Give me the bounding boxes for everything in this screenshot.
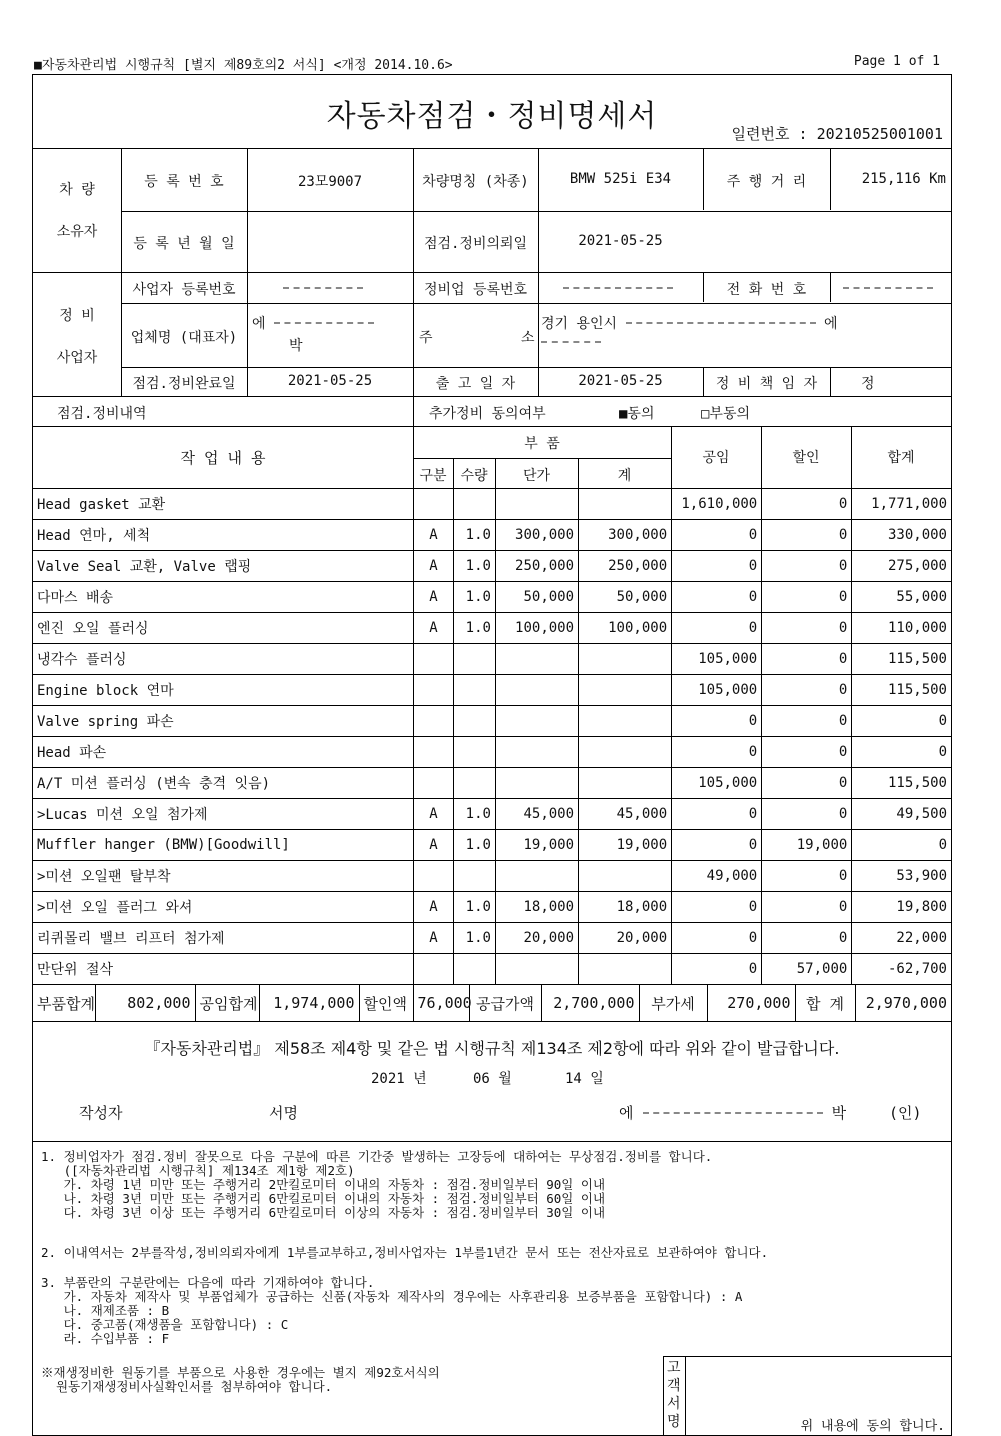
- issue-section: [33, 1022, 951, 1142]
- table-row: [33, 892, 951, 923]
- history-label: 점검.정비내역: [57, 406, 147, 422]
- table-row: [33, 799, 951, 830]
- address-redacted-2: [541, 335, 601, 351]
- item-work: Head gasket 교환: [33, 489, 413, 520]
- consent-row: [33, 397, 951, 427]
- reg-no-label: 등 록 번 호: [144, 174, 224, 190]
- item-qty: 1.0: [453, 830, 495, 861]
- table-row: [33, 613, 951, 644]
- item-discount: 0: [762, 551, 852, 582]
- item-qty: [453, 644, 495, 675]
- item-kind: [413, 706, 453, 737]
- table-row: [33, 644, 951, 675]
- item-labor: 105,000: [672, 644, 762, 675]
- item-qty: [453, 706, 495, 737]
- item-unit-price: [495, 489, 578, 520]
- form-header: [34, 52, 952, 74]
- page-info: Page 1 of 1: [853, 54, 940, 69]
- table-row: [33, 551, 951, 582]
- item-qty: 1.0: [453, 520, 495, 551]
- item-work: Engine block 연마: [33, 675, 413, 706]
- item-kind: [413, 644, 453, 675]
- table-row: [33, 706, 951, 737]
- address-label: 주: [419, 330, 433, 346]
- item-unit-price: [495, 737, 578, 768]
- item-unit-price: [495, 675, 578, 706]
- item-qty: 1.0: [453, 551, 495, 582]
- item-unit-price: 50,000: [495, 582, 578, 613]
- item-unit-price: 20,000: [495, 923, 578, 954]
- item-unit-price: 18,000: [495, 892, 578, 923]
- vehicle-section: [33, 149, 951, 273]
- item-kind: [413, 737, 453, 768]
- manager-label: 정 비 책 임 자: [715, 376, 818, 392]
- complete-date-label: 점검.정비완료일: [132, 376, 236, 392]
- item-subtotal: [579, 644, 672, 675]
- item-work: >미션 오일팬 탈부착: [33, 861, 413, 892]
- extra-consent-label: 추가정비 동의여부: [429, 406, 546, 422]
- item-qty: [453, 861, 495, 892]
- model-label: 차량명칭 (차종): [422, 174, 529, 190]
- item-discount: 0: [762, 923, 852, 954]
- table-row: [33, 520, 951, 551]
- item-qty: 1.0: [453, 799, 495, 830]
- item-kind: [413, 489, 453, 520]
- item-discount: 0: [762, 768, 852, 799]
- item-discount: 0: [762, 737, 852, 768]
- item-subtotal: [579, 706, 672, 737]
- item-qty: [453, 954, 495, 985]
- shop-reg-label: 정비업 등록번호: [423, 282, 528, 298]
- customer-sign-label: 고 객 서 명: [667, 1360, 681, 1430]
- phone-redacted: [843, 281, 933, 297]
- biz-no-label: 사업자 등록번호: [132, 282, 236, 298]
- item-work: 냉각수 플러싱: [33, 644, 413, 675]
- item-qty: 1.0: [453, 582, 495, 613]
- item-unit-price: 250,000: [495, 551, 578, 582]
- table-row: [33, 861, 951, 892]
- request-date-value: 2021-05-25: [578, 233, 663, 249]
- customer-agree-text: 위 내용에 동의 합니다.: [800, 1419, 945, 1434]
- summary-table: [33, 985, 951, 1021]
- item-work: Head 파손: [33, 737, 413, 768]
- item-qty: [453, 675, 495, 706]
- manager-value: 정: [861, 376, 875, 392]
- vat-label: 부가세: [639, 985, 707, 1021]
- note-3: 3. 부품란의 구분란에는 다음에 따라 기재하여야 합니다. 가. 자동차 제작사 및 부품업체가 공급하는 신품(자동차 제작사의 경우에는 사후관리용 보증부품을 포함합니다) : A 나. 재제조품 : B 다. 중고품(재생품을 포함합니다) : C 라. 수입부품 : F: [41, 1275, 743, 1346]
- items-header: [33, 427, 951, 489]
- item-kind: [413, 675, 453, 706]
- item-unit-price: [495, 861, 578, 892]
- author-label: 작성자: [79, 1104, 123, 1122]
- item-kind: A: [413, 923, 453, 954]
- item-work: Valve spring 파손: [33, 706, 413, 737]
- item-labor: 0: [672, 520, 762, 551]
- item-discount: 0: [762, 644, 852, 675]
- item-subtotal: 20,000: [579, 923, 672, 954]
- item-total: 115,500: [852, 675, 951, 706]
- item-total: 115,500: [852, 644, 951, 675]
- col-parts: 부 품: [524, 436, 560, 452]
- table-row: [33, 675, 951, 706]
- item-work: 다마스 배송: [33, 582, 413, 613]
- table-row: [33, 489, 951, 520]
- item-unit-price: 300,000: [495, 520, 578, 551]
- item-discount: 0: [762, 613, 852, 644]
- item-unit-price: [495, 706, 578, 737]
- address-label-2: 소: [521, 330, 535, 346]
- table-row: [33, 923, 951, 954]
- item-labor: 0: [672, 551, 762, 582]
- item-subtotal: 50,000: [579, 582, 672, 613]
- item-discount: 0: [762, 892, 852, 923]
- item-labor: 105,000: [672, 768, 762, 799]
- discount-total-label: 할인액: [359, 985, 413, 1021]
- model-value: BMW 525i E34: [569, 171, 672, 187]
- grand-total-value: 2,970,000: [865, 994, 947, 1012]
- item-qty: 1.0: [453, 892, 495, 923]
- item-work: A/T 미션 플러싱 (변속 충격 잇음): [33, 768, 413, 799]
- item-subtotal: [579, 861, 672, 892]
- seal-mark: (인): [889, 1104, 922, 1122]
- item-labor: 0: [672, 737, 762, 768]
- labor-total-label: 공임합계: [195, 985, 259, 1021]
- item-discount: 57,000: [762, 954, 852, 985]
- release-date-value: 2021-05-25: [578, 373, 663, 389]
- representative: 박: [289, 338, 303, 354]
- release-date-label: 출 고 일 자: [435, 376, 516, 392]
- item-total: 55,000: [852, 582, 951, 613]
- item-total: 275,000: [852, 551, 951, 582]
- item-subtotal: 300,000: [579, 520, 672, 551]
- table-row: [33, 582, 951, 613]
- item-total: 110,000: [852, 613, 951, 644]
- issue-statement: 『자동차관리법』 제58조 제4항 및 같은 법 시행규칙 제134조 제2항에 따라 위와 같이 발급합니다.: [144, 1039, 840, 1058]
- item-discount: 0: [762, 582, 852, 613]
- item-subtotal: 18,000: [579, 892, 672, 923]
- shop-reg-redacted: [563, 281, 673, 297]
- table-row: [33, 830, 951, 861]
- phone-label: 전 화 번 호: [726, 282, 807, 298]
- reg-date-label: 등 록 년 월 일: [133, 236, 235, 252]
- shop-section-label: 정 비: [59, 308, 95, 324]
- parts-total-label: 부품합계: [33, 985, 95, 1021]
- item-total: -62,700: [887, 961, 947, 977]
- item-labor: 1,610,000: [672, 489, 762, 520]
- parts-total-value: 802,000: [95, 985, 195, 1021]
- issue-year: 2021 년: [371, 1071, 427, 1087]
- vat-value: 270,000: [707, 985, 795, 1021]
- item-labor: 0: [672, 582, 762, 613]
- note-2: 2. 이내역서는 2부를작성,정비의뢰자에게 1부를교부하고,정비사업자는 1부를1년간 문서 또는 전산자료로 보관하여야 합니다.: [41, 1245, 769, 1260]
- item-total: 19,800: [852, 892, 951, 923]
- issue-month: 06 월: [473, 1071, 512, 1087]
- biz-no-redacted: [283, 281, 363, 297]
- item-labor: 105,000: [672, 675, 762, 706]
- item-qty: 1.0: [453, 613, 495, 644]
- item-labor: 0: [672, 923, 762, 954]
- item-discount: 0: [762, 706, 852, 737]
- item-labor: 0: [672, 613, 762, 644]
- item-total: 330,000: [852, 520, 951, 551]
- table-row: [33, 737, 951, 768]
- item-labor: 0: [672, 830, 762, 861]
- item-labor: 0: [672, 892, 762, 923]
- reg-no-value: 23모9007: [297, 174, 363, 190]
- item-subtotal: [579, 954, 672, 985]
- inspection-statement: [32, 74, 952, 1436]
- company-label: 업체명 (대표자): [130, 330, 238, 346]
- item-kind: A: [413, 613, 453, 644]
- item-work: Muffler hanger (BMW)[Goodwill]: [33, 830, 413, 861]
- col-qty: 수량: [460, 468, 488, 484]
- item-kind: A: [413, 799, 453, 830]
- item-discount: 0: [762, 861, 852, 892]
- col-total: 합계: [887, 450, 915, 466]
- item-total: 115,500: [852, 768, 951, 799]
- summary-row: [33, 985, 951, 1022]
- item-work: 엔진 오일 플러싱: [33, 613, 413, 644]
- vehicle-section-label: 차 량: [59, 182, 95, 198]
- item-kind: A: [413, 582, 453, 613]
- item-discount: 19,000: [762, 830, 852, 861]
- col-discount: 할인: [792, 450, 820, 466]
- document-title: 자동차점검・정비명세서: [326, 99, 658, 134]
- item-kind: [413, 861, 453, 892]
- vehicle-section-label-2: 소유자: [56, 224, 98, 240]
- item-work: Head 연마, 세척: [33, 520, 413, 551]
- col-work: 작 업 내 용: [180, 449, 266, 467]
- item-total: 0: [852, 830, 951, 861]
- sign-label: 서명: [269, 1104, 298, 1122]
- note-1: 1. 정비업자가 점검.정비 잘못으로 다음 구분에 따른 기간중 발생하는 고장등에 대하여는 무상점검.정비를 합니다. ([자동차관리법 시행규칙] 제134조 제1항 제2호) 가. 차령 1년 미만 또는 주행거리 2만킬로미터 이내의 자동차 : 점검.정비일부터 90일 이내 나. 차령 3년 미만 또는 주행거리 6만킬로미터 이내의 자동차 : 점검.정비일부터 60일 이내 다. 차령 3년 이상 또는 주행거리 6만킬로미터 이상의 자동차 : 점검.정비일부터 30일 이내: [41, 1149, 713, 1220]
- item-total: 53,900: [852, 861, 951, 892]
- table-row: [33, 768, 951, 799]
- item-subtotal: 100,000: [579, 613, 672, 644]
- item-discount: 0: [762, 675, 852, 706]
- note-4: ※재생정비한 원동기를 부품으로 사용한 경우에는 별지 제92호서식의 원동기재생정비사실확인서를 첨부하여야 합니다.: [41, 1365, 440, 1394]
- item-discount: 0: [762, 489, 852, 520]
- item-total: 1,771,000: [852, 489, 951, 520]
- item-kind: A: [413, 551, 453, 582]
- item-subtotal: 250,000: [579, 551, 672, 582]
- item-total: 22,000: [852, 923, 951, 954]
- item-total: 0: [852, 706, 951, 737]
- col-unit-price: 단가: [522, 468, 551, 484]
- col-labor: 공임: [702, 450, 730, 466]
- item-unit-price: 100,000: [495, 613, 578, 644]
- complete-date-value: 2021-05-25: [287, 373, 373, 389]
- item-work: 리퀴몰리 밸브 리프터 첨가제: [33, 923, 413, 954]
- item-subtotal: 45,000: [579, 799, 672, 830]
- supply-value: 2,700,000: [541, 985, 639, 1021]
- item-subtotal: [579, 768, 672, 799]
- table-row: [33, 954, 951, 985]
- items-table: [33, 489, 951, 984]
- item-kind: [413, 768, 453, 799]
- supply-label: 공급가액: [469, 985, 541, 1021]
- item-work: 만단위 절삭: [33, 954, 413, 985]
- item-kind: [413, 954, 453, 985]
- item-kind: A: [413, 830, 453, 861]
- request-date-label: 점검.정비의뢰일: [423, 236, 528, 252]
- item-qty: 1.0: [453, 923, 495, 954]
- item-unit-price: 19,000: [495, 830, 578, 861]
- item-labor: 0: [672, 706, 762, 737]
- shop-section: [33, 273, 951, 397]
- notes-section: [33, 1142, 951, 1435]
- shop-section-label-2: 사업자: [56, 350, 98, 366]
- item-total: 49,500: [852, 799, 951, 830]
- address-value: 경기 용인시 에: [541, 316, 838, 332]
- item-kind: A: [413, 892, 453, 923]
- disagree-checkbox[interactable]: □부동의: [701, 406, 751, 422]
- mileage-label: 주 행 거 리: [726, 174, 807, 190]
- serial-number: 일련번호 : 20210525001001: [731, 125, 943, 143]
- item-qty: [453, 737, 495, 768]
- item-discount: 0: [762, 520, 852, 551]
- item-work: Valve Seal 교환, Valve 랩핑: [33, 551, 413, 582]
- item-unit-price: [495, 768, 578, 799]
- items-body: [33, 489, 951, 985]
- company-name: 에: [252, 313, 374, 333]
- col-kind: 구분: [419, 468, 447, 484]
- issue-day: 14 일: [565, 1071, 604, 1087]
- discount-total-value: 76,000: [413, 985, 469, 1021]
- item-subtotal: 19,000: [579, 830, 672, 861]
- customer-sign-box[interactable]: [663, 1356, 951, 1435]
- item-subtotal: [579, 675, 672, 706]
- item-subtotal: [579, 737, 672, 768]
- item-labor: 0: [672, 954, 762, 985]
- item-subtotal: [579, 489, 672, 520]
- item-discount: 0: [762, 799, 852, 830]
- item-qty: [453, 768, 495, 799]
- item-labor: 0: [672, 799, 762, 830]
- item-work: >Lucas 미션 오일 첨가제: [33, 799, 413, 830]
- item-unit-price: [495, 644, 578, 675]
- item-work: >미션 오일 플러그 와셔: [33, 892, 413, 923]
- grand-total-label: 합 계: [795, 985, 855, 1021]
- form-reference: ■자동차관리법 시행규칙 [별지 제89호의2 서식] <개정 2014.10.6>: [34, 58, 453, 73]
- item-unit-price: 45,000: [495, 799, 578, 830]
- item-qty: [453, 489, 495, 520]
- item-kind: A: [413, 520, 453, 551]
- item-total: 0: [852, 737, 951, 768]
- issuer-name: 에 박: [619, 1104, 847, 1122]
- item-labor: 49,000: [672, 861, 762, 892]
- col-subtotal: 계: [617, 468, 632, 484]
- labor-total-value: 1,974,000: [259, 985, 359, 1021]
- mileage-value: 215,116 Km: [861, 171, 946, 187]
- title-row: [33, 75, 951, 149]
- item-unit-price: [495, 954, 578, 985]
- agree-checkbox[interactable]: ■동의: [619, 406, 655, 422]
